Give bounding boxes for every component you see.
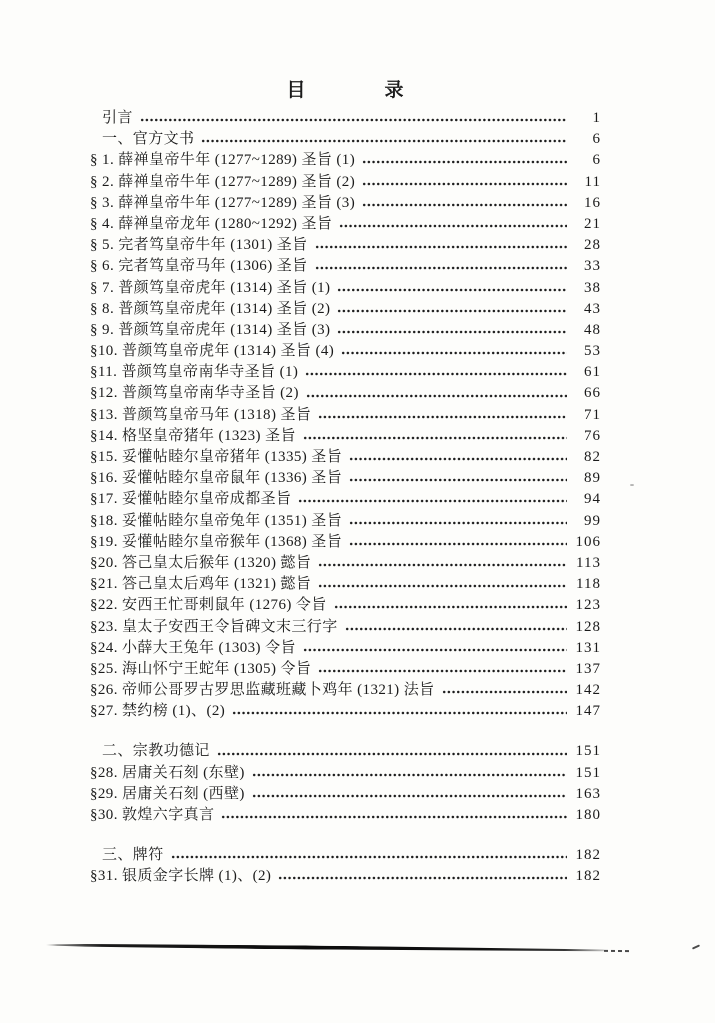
dot-leader xyxy=(337,303,567,318)
dot-leader xyxy=(341,345,567,360)
toc-entry-page: 113 xyxy=(576,554,601,571)
title-char-right: 录 xyxy=(384,80,405,101)
toc-item-row xyxy=(90,617,601,638)
toc-entry-label: §11. 普颜笃皇帝南华寺圣旨 (1) xyxy=(90,364,299,381)
dot-leader xyxy=(349,536,567,551)
toc-entry-page: 82 xyxy=(584,449,601,465)
dot-leader xyxy=(315,239,567,254)
toc-entry-page: 89 xyxy=(584,470,601,487)
toc-entry-label: §19. 妥懽帖睦尔皇帝猴年 (1368) 圣旨 xyxy=(90,533,343,550)
toc-entry-page: 123 xyxy=(575,597,601,614)
toc-entry-page: 6 xyxy=(592,152,601,169)
toc-entry-label: §29. 居庸关石刻 (西壁) xyxy=(90,785,245,802)
toc-entry-label: 二、宗教功德记 xyxy=(102,743,210,760)
dot-leader xyxy=(306,388,567,403)
dot-leader xyxy=(349,515,567,530)
toc-entry-label: §12. 普颜笃皇帝南华寺圣旨 (2) xyxy=(90,385,299,402)
scan-artifact-dashes xyxy=(604,950,632,952)
toc-item-row xyxy=(90,320,601,341)
toc-item-row xyxy=(90,511,601,532)
toc-entry-page: 1 xyxy=(592,110,601,126)
toc-item-row xyxy=(90,701,601,722)
toc-item-row xyxy=(90,595,601,616)
dot-leader xyxy=(201,133,567,148)
toc-item-row xyxy=(90,805,601,826)
toc-entry-page: 76 xyxy=(584,427,601,444)
toc-entry-page: 142 xyxy=(575,682,601,699)
toc-entry-label: 引言 xyxy=(102,110,133,126)
toc-entry-page: 33 xyxy=(584,258,601,275)
page-title xyxy=(90,80,601,108)
toc-entry-page: 147 xyxy=(575,703,601,720)
toc-item-row xyxy=(90,659,601,680)
toc-item-row xyxy=(90,489,601,510)
toc-item-row xyxy=(90,362,601,383)
dot-leader xyxy=(278,870,567,885)
dot-leader xyxy=(337,282,567,297)
toc-entry-label: § 4. 薛禅皇帝龙年 (1280~1292) 圣旨 xyxy=(90,215,333,232)
toc-item-row xyxy=(90,150,601,171)
toc-entry-page: 151 xyxy=(575,743,601,760)
toc-item-row xyxy=(90,574,601,595)
toc-content xyxy=(90,80,601,888)
toc-entry-page: 38 xyxy=(584,279,601,296)
toc-entry-page: 182 xyxy=(575,868,601,885)
toc-entry-page: 137 xyxy=(575,660,601,677)
dot-leader xyxy=(217,746,567,761)
toc-section-row xyxy=(90,845,601,866)
toc-item-row xyxy=(90,426,601,447)
dot-leader xyxy=(318,578,567,593)
toc-entry-label: §23. 皇太子安西王令旨碑文末三行字 xyxy=(90,618,338,635)
toc-item-row xyxy=(90,278,601,299)
toc-entry-label: §17. 妥懽帖睦尔皇帝成都圣旨 xyxy=(90,491,292,508)
toc-entry-page: 66 xyxy=(584,385,601,402)
toc-item-row xyxy=(90,468,601,489)
toc-entry-label: §28. 居庸关石刻 (东壁) xyxy=(90,764,245,781)
dot-leader xyxy=(318,409,567,424)
scan-speck xyxy=(630,484,634,486)
toc-entry-label: §25. 海山怀宁王蛇年 (1305) 令旨 xyxy=(90,660,312,677)
toc-item-row xyxy=(90,447,601,468)
dot-leader xyxy=(442,684,568,699)
toc-entry-page: 128 xyxy=(575,618,601,635)
toc-item-row xyxy=(90,866,601,887)
toc-entry-page: 21 xyxy=(584,215,601,232)
toc-entry-label: §24. 小薛大王兔年 (1303) 令旨 xyxy=(90,639,296,656)
dot-leader xyxy=(252,788,567,803)
dot-leader xyxy=(362,176,567,191)
toc-entry-label: § 3. 薛禅皇帝牛年 (1277~1289) 圣旨 (3) xyxy=(90,194,356,211)
toc-item-row xyxy=(90,214,601,235)
toc-entry-label: §27. 禁约榜 (1)、(2) xyxy=(90,703,226,720)
toc-entry-page: 28 xyxy=(584,237,601,254)
toc-entry-label: §14. 格坚皇帝猪年 (1323) 圣旨 xyxy=(90,427,296,444)
toc-entry-label: § 8. 普颜笃皇帝虎年 (1314) 圣旨 (2) xyxy=(90,300,331,317)
toc-entry-label: §21. 答己皇太后鸡年 (1321) 懿旨 xyxy=(90,576,312,593)
toc-entry-label: §10. 普颜笃皇帝虎年 (1314) 圣旨 (4) xyxy=(90,343,335,360)
toc-entry-label: 三、牌符 xyxy=(102,847,164,864)
toc-entry-page: 11 xyxy=(584,173,601,190)
toc-entry-page: 151 xyxy=(575,764,601,781)
toc-entry-page: 106 xyxy=(575,533,601,550)
dot-leader xyxy=(221,809,567,824)
dot-leader xyxy=(305,366,567,381)
dot-leader xyxy=(349,451,567,466)
dot-leader xyxy=(171,849,567,864)
toc-entry-label: §15. 妥懽帖睦尔皇帝猪年 (1335) 圣旨 xyxy=(90,449,343,465)
toc-entry-label: §22. 安西王忙哥剌鼠年 (1276) 令旨 xyxy=(90,597,327,614)
toc-item-row xyxy=(90,680,601,701)
toc-item-row xyxy=(90,405,601,426)
toc-entry-page: 94 xyxy=(584,491,601,508)
toc-entry-page: 131 xyxy=(575,639,601,656)
toc-item-row xyxy=(90,763,601,784)
toc-entry-page: 53 xyxy=(584,343,601,360)
toc-entry-label: 一、官方文书 xyxy=(102,131,195,148)
toc-entry-label: § 2. 薛禅皇帝牛年 (1277~1289) 圣旨 (2) xyxy=(90,173,356,190)
toc-entry-page: 43 xyxy=(584,300,601,317)
dot-leader xyxy=(362,197,567,212)
toc-entry-page: 16 xyxy=(584,194,601,211)
toc-entry-label: § 9. 普颜笃皇帝虎年 (1314) 圣旨 (3) xyxy=(90,321,331,338)
toc-intro-row xyxy=(90,108,601,129)
dot-leader xyxy=(318,663,567,678)
toc-list xyxy=(90,108,601,888)
dot-leader xyxy=(318,557,567,572)
toc-entry-label: §18. 妥懽帖睦尔皇帝兔年 (1351) 圣旨 xyxy=(90,512,343,529)
toc-item-row xyxy=(90,784,601,805)
toc-entry-page: 99 xyxy=(584,512,601,529)
toc-entry-label: §13. 普颜笃皇帝马年 (1318) 圣旨 xyxy=(90,406,312,423)
dot-leader xyxy=(232,705,567,720)
toc-entry-label: § 7. 普颜笃皇帝虎年 (1314) 圣旨 (1) xyxy=(90,279,331,296)
toc-entry-page: 71 xyxy=(584,406,601,423)
toc-section-row xyxy=(90,129,601,150)
toc-item-row xyxy=(90,235,601,256)
toc-entry-page: 180 xyxy=(575,807,601,823)
toc-item-row xyxy=(90,553,601,574)
dot-leader xyxy=(349,472,567,487)
toc-entry-page: 48 xyxy=(584,321,601,338)
toc-entry-label: §20. 答己皇太后猴年 (1320) 懿旨 xyxy=(90,554,312,571)
dot-leader xyxy=(303,430,567,445)
dot-leader xyxy=(362,154,567,169)
toc-item-row xyxy=(90,341,601,362)
dot-leader xyxy=(252,767,567,782)
toc-entry-label: §30. 敦煌六字真言 xyxy=(90,807,215,823)
toc-entry-label: §26. 帝师公哥罗古罗思监藏班藏卜鸡年 (1321) 法旨 xyxy=(90,682,435,699)
toc-item-row xyxy=(90,299,601,320)
scan-artifact-line xyxy=(46,943,604,952)
toc-entry-label: §31. 银质金字长牌 (1)、(2) xyxy=(90,868,272,885)
dot-leader xyxy=(339,218,567,233)
scan-artifact-tick xyxy=(692,944,700,949)
toc-item-row xyxy=(90,532,601,553)
toc-entry-page: 163 xyxy=(575,785,601,802)
dot-leader xyxy=(334,599,567,614)
toc-item-row xyxy=(90,172,601,193)
title-char-left: 目 xyxy=(286,80,307,101)
toc-item-row xyxy=(90,193,601,214)
toc-item-row xyxy=(90,383,601,404)
toc-entry-label: § 5. 完者笃皇帝牛年 (1301) 圣旨 xyxy=(90,237,308,254)
toc-entry-page: 182 xyxy=(575,847,601,864)
toc-section-row xyxy=(90,741,601,762)
toc-entry-label: § 1. 薛禅皇帝牛年 (1277~1289) 圣旨 (1) xyxy=(90,152,356,169)
dot-leader xyxy=(337,324,567,339)
dot-leader xyxy=(140,112,567,127)
dot-leader xyxy=(303,642,567,657)
dot-leader xyxy=(298,493,567,508)
toc-item-row xyxy=(90,256,601,277)
toc-item-row xyxy=(90,638,601,659)
toc-entry-label: §16. 妥懽帖睦尔皇帝鼠年 (1336) 圣旨 xyxy=(90,470,343,487)
toc-entry-label: § 6. 完者笃皇帝马年 (1306) 圣旨 xyxy=(90,258,308,275)
toc-entry-page: 6 xyxy=(592,131,601,148)
dot-leader xyxy=(315,260,567,275)
toc-entry-page: 61 xyxy=(584,364,601,381)
toc-entry-page: 118 xyxy=(576,576,601,593)
dot-leader xyxy=(345,621,567,636)
